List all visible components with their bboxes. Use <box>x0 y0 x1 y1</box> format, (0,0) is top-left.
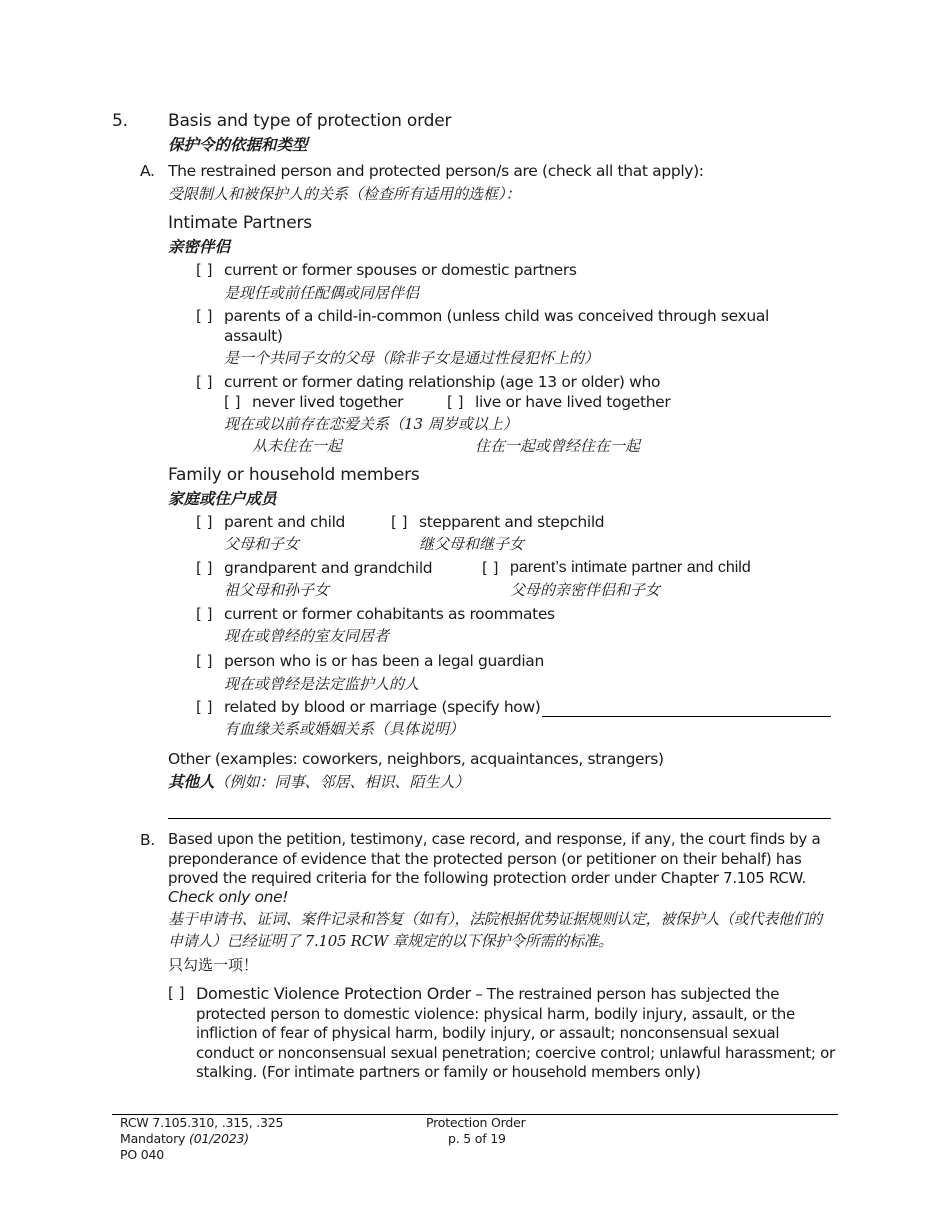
blood-label-zh: 有血缘关系或婚姻关系（具体说明） <box>224 720 465 738</box>
section-title-zh: 保护令的依据和类型 <box>168 135 308 154</box>
dv-order-title: Domestic Violence Protection Order <box>196 984 471 1003</box>
parent-child-checkbox[interactable]: [ ] <box>196 513 213 531</box>
family-heading: Family or household members <box>168 465 420 485</box>
stepparent-checkbox[interactable]: [ ] <box>391 513 408 531</box>
parents-child-label: parents of a child-in-common (unless child was conceived through sexual <box>224 307 769 325</box>
guardian-checkbox[interactable]: [ ] <box>196 652 213 670</box>
stepparent-label-zh: 继父母和继子女 <box>419 535 525 553</box>
intimate-partner-child-label: parent’s intimate partner and child <box>510 559 751 576</box>
lived-label-zh: 住在一起或曾经住在一起 <box>475 437 641 455</box>
parent-child-label-zh: 父母和子女 <box>224 535 300 553</box>
cohabitants-checkbox[interactable]: [ ] <box>196 605 213 623</box>
intimate-partner-child-label-zh: 父母的亲密伴侣和子女 <box>510 581 661 599</box>
blood-label: related by blood or marriage (specify how) <box>224 698 541 716</box>
never-lived-checkbox[interactable]: [ ] <box>224 393 241 411</box>
part-b-check-only-zh: 只勾选一项！ <box>168 956 259 974</box>
footer-form-number: PO 040 <box>120 1147 165 1162</box>
part-a-letter: A. <box>140 162 155 180</box>
cohabitants-label: current or former cohabitants as roommates <box>224 605 555 623</box>
never-lived-label: never lived together <box>252 393 404 411</box>
part-b-text-zh: 基于申请书、证词、案件记录和答复（如有），法院根据优势证据规则认定，被保护人（或代表他们的申请人）已经证明了 7.105 RCW 章规定的以下保护令所需的标准。 <box>168 910 823 950</box>
dv-order-checkbox[interactable]: [ ] <box>168 984 185 1002</box>
lived-label: live or have lived together <box>475 393 671 411</box>
other-heading-zh-rest: （例如：同事、邻居、相识、陌生人） <box>214 773 470 791</box>
section-number: 5. <box>112 111 128 131</box>
other-heading-zh <box>168 770 470 792</box>
footer-page-number: p. 5 of 19 <box>448 1131 506 1146</box>
dv-order-text: – The restrained person has subjected the protected person to domestic violence: physical harm, bodily injury, assault, or the infliction of fear of physical harm, bodily injury, or assault; nonconsensual sexual conduct or nonconsensual sexual penetration; coercive control; unlawful harassment; or stalking. (For intimate partners or family or household members only) <box>196 985 835 1081</box>
blood-specify-field[interactable] <box>542 716 831 717</box>
dv-order-paragraph <box>196 984 841 1083</box>
intimate-partners-heading: Intimate Partners <box>168 213 312 233</box>
family-heading-zh: 家庭或住户成员 <box>168 489 277 508</box>
section-title: Basis and type of protection order <box>168 111 452 131</box>
blood-checkbox[interactable]: [ ] <box>196 698 213 716</box>
part-a-intro-zh: 受限制人和被保护人的关系（检查所有适用的选框）： <box>168 185 521 203</box>
cohabitants-label-zh: 现在或曾经的室友同居者 <box>224 627 390 645</box>
guardian-label: person who is or has been a legal guardian <box>224 652 544 670</box>
part-b-text: Based upon the petition, testimony, case record, and response, if any, the court finds by a preponderance of evidence that the protected person (or petitioner on their behalf) has proved the required criteria for the following protection order under Chapter 7.105 RCW. <box>168 830 821 887</box>
intimate-partner-child-checkbox[interactable]: [ ] <box>482 559 499 577</box>
footer-mandatory <box>120 1131 249 1147</box>
parents-child-label-zh: 是一个共同子女的父母（除非子女是通过性侵犯怀上的） <box>224 349 600 367</box>
dating-checkbox[interactable]: [ ] <box>196 373 213 391</box>
never-lived-label-zh: 从未住在一起 <box>252 437 343 455</box>
footer-mandatory-label: Mandatory <box>120 1131 190 1146</box>
guardian-label-zh: 现在或曾经是法定监护人的人 <box>224 675 420 693</box>
other-heading: Other (examples: coworkers, neighbors, acquaintances, strangers) <box>168 750 664 768</box>
dating-label: current or former dating relationship (age 13 or older) who <box>224 373 661 391</box>
lived-checkbox[interactable]: [ ] <box>447 393 464 411</box>
part-b-check-only: Check only one! <box>168 888 289 906</box>
spouses-checkbox[interactable]: [ ] <box>196 261 213 279</box>
intimate-partners-heading-zh: 亲密伴侣 <box>168 237 231 256</box>
other-heading-zh-bold: 其他人 <box>168 772 215 791</box>
part-a-intro: The restrained person and protected person/s are (check all that apply): <box>168 162 704 180</box>
footer-doc-title: Protection Order <box>426 1115 526 1130</box>
grandparent-checkbox[interactable]: [ ] <box>196 559 213 577</box>
parents-child-label-2: assault) <box>224 327 283 345</box>
stepparent-label: stepparent and stepchild <box>419 513 605 531</box>
spouses-label: current or former spouses or domestic partners <box>224 261 577 279</box>
grandparent-label: grandparent and grandchild <box>224 559 433 577</box>
other-specify-field[interactable] <box>168 818 831 819</box>
grandparent-label-zh: 祖父母和孙子女 <box>224 581 330 599</box>
parent-child-label: parent and child <box>224 513 346 531</box>
dating-label-zh: 现在或以前存在恋爱关系（13 周岁或以上） <box>224 415 518 433</box>
footer-rcw: RCW 7.105.310, .315, .325 <box>120 1115 284 1130</box>
spouses-label-zh: 是现任或前任配偶或同居伴侣 <box>224 284 420 302</box>
part-b-letter: B. <box>140 831 155 849</box>
footer-date: (01/2023) <box>189 1131 249 1146</box>
parents-child-checkbox[interactable]: [ ] <box>196 307 213 325</box>
